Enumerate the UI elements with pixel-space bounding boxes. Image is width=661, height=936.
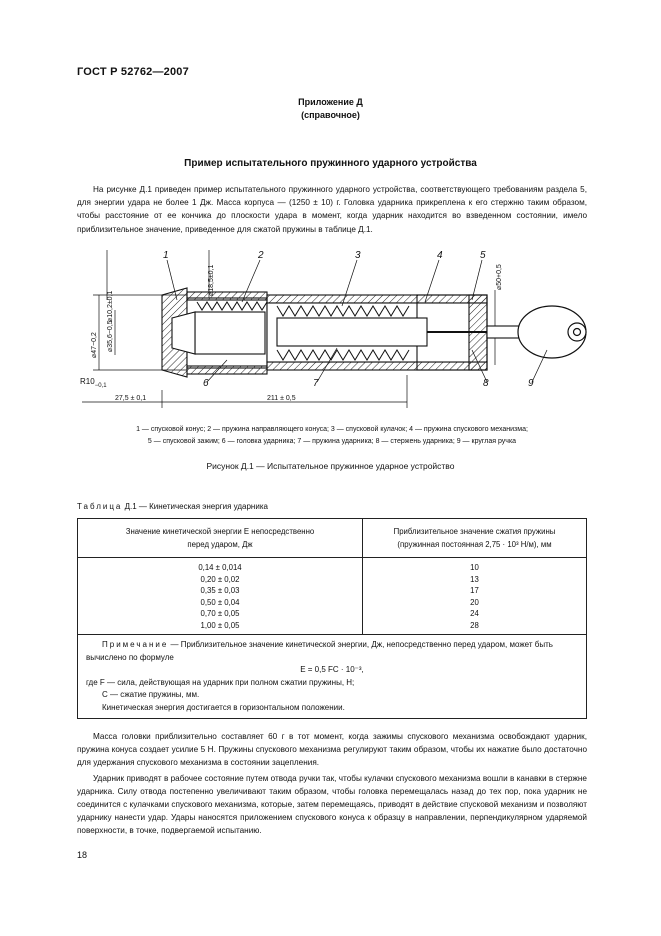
energy-value: 0,14 ± 0,014 bbox=[198, 563, 242, 572]
dim-radius-value: R10 bbox=[80, 377, 95, 386]
paragraph-operation: Ударник приводят в рабочее состояние путем отвода ручки так, чтобы кулачки спускового механизма вошли в канавки в стержне ударника. Силу отвода постепенно увеличивают таким образом, чтобы головка перемещалась назад до тех пор, пока ударник не соединится с кулачками спускового механизма, которые, затем перемещаясь, приводят в действие спусковой механизм и позволяют ударнику нанести удар. Удары наносятся приложением спускового конуса к образцу в направлении, перпендикулярном ударяемой поверхности, в точке, подвергаемой испытанию. bbox=[77, 773, 587, 836]
paragraph-head-mass: Масса головки приблизительно составляет 60 г в тот момент, когда зажимы спускового механизма освобождают ударник, пружина конуса создает усилие 5 Н. Пружины спускового механизма регулируют таким образом, чтобы их нажатие было достаточно для удержания спускового механизма в состоянии зацепления. bbox=[77, 732, 587, 768]
compression-value: 24 bbox=[470, 609, 479, 618]
table-caption-label: Таблица bbox=[77, 502, 123, 511]
page-number: 18 bbox=[77, 850, 88, 860]
energy-value: 0,35 ± 0,03 bbox=[200, 586, 240, 595]
part-label-7: 7 bbox=[313, 378, 319, 389]
compression-value: 10 bbox=[470, 563, 479, 572]
legend-line-1: 1 — спусковой конус; 2 — пружина направляющего конуса; 3 — спусковой кулачок; 4 — пружина спускового механизма; bbox=[136, 426, 528, 433]
energy-value: 0,70 ± 0,05 bbox=[200, 609, 240, 618]
dim-inner-diameter: ⌀35,6−0,5 bbox=[107, 320, 114, 352]
part-label-2: 2 bbox=[258, 250, 264, 261]
part-label-6: 6 bbox=[203, 378, 209, 389]
part-label-9: 9 bbox=[528, 378, 534, 389]
table-header-row bbox=[78, 519, 587, 558]
dim-radius bbox=[80, 377, 107, 389]
horizontal-position-note: Кинетическая энергия достигается в горизонтальном положении. bbox=[102, 702, 345, 712]
table-note-row bbox=[78, 635, 587, 719]
table-data-row bbox=[78, 558, 587, 635]
note-label: Примечание bbox=[102, 640, 169, 649]
impact-device-drawing bbox=[77, 240, 597, 420]
formula-where-c: C — сжатие пружины, мм. bbox=[102, 690, 200, 699]
col-header-energy bbox=[78, 519, 363, 558]
appendix-heading bbox=[0, 96, 661, 122]
part-label-4: 4 bbox=[437, 250, 443, 261]
dim-outer-diameter: ⌀47−0,2 bbox=[91, 332, 98, 358]
dim-radius-tol: −0,1 bbox=[94, 383, 107, 389]
dim-body-length: 211 ± 0,5 bbox=[267, 395, 296, 402]
appendix-title: Приложение Д bbox=[298, 97, 363, 107]
intro-paragraph bbox=[77, 183, 587, 236]
energy-value: 1,00 ± 0,05 bbox=[200, 620, 240, 630]
appendix-type: (справочное) bbox=[301, 110, 360, 120]
intro-text: На рисунке Д.1 приведен пример испытательного пружинного ударного устройства, соответствующего требованиям раздела 5, для энергии удара не более 1 Дж. Масса корпуса — (1250 ± 10) г. Головка ударника прикреплена к его стержню таким образом, чтобы расстояние от ее кончика до плоскости удара в момент, когда ударник находится во взведенном состоянии, имело приблизительное значение, приведенное для сжатой пружины в таблице Д.1. bbox=[77, 185, 587, 234]
device-body bbox=[162, 288, 519, 377]
document-code: ГОСТ Р 52762—2007 bbox=[77, 66, 189, 78]
dim-cone-tip-diameter: ⌀10,2±0,1 bbox=[107, 290, 114, 322]
part-label-3: 3 bbox=[355, 250, 361, 261]
dim-cone-length: 27,5 ± 0,1 bbox=[115, 395, 147, 402]
note-text: — Приблизительное значение кинетической энергии, Дж, непосредственно перед ударом, может быть вычислено по формуле bbox=[86, 640, 553, 662]
energy-formula: E = 0,5 FC · 10⁻³, bbox=[300, 665, 364, 674]
energy-values-cell bbox=[78, 558, 363, 635]
part-label-8: 8 bbox=[483, 378, 489, 389]
dim-head-diameter: ⌀18,5±0,1 bbox=[208, 264, 215, 296]
figure-caption: Рисунок Д.1 — Испытательное пружинное ударное устройство bbox=[206, 461, 455, 471]
note-paragraph bbox=[86, 639, 578, 664]
compression-value: 13 bbox=[470, 574, 479, 584]
legend-line-2: 5 — спусковой зажим; 6 — головка ударника; 7 — пружина ударника; 8 — стержень ударника; 9 — круглая ручка bbox=[147, 438, 517, 445]
energy-value: 0,50 ± 0,04 bbox=[200, 597, 240, 607]
compression-values-cell bbox=[363, 558, 587, 635]
compression-value: 28 bbox=[470, 620, 479, 630]
section-title: Пример испытательного пружинного ударного устройства bbox=[184, 158, 477, 169]
col-header-compression-line1: Приблизительное значение сжатия пружины bbox=[393, 527, 556, 536]
figure-legend bbox=[77, 424, 587, 448]
col-header-compression-line2: (пружинная постоянная 2,75 · 10³ Н/м), мм bbox=[397, 540, 552, 549]
body-text bbox=[77, 730, 587, 838]
kinetic-energy-table bbox=[77, 518, 587, 719]
table-caption-text: Д.1 — Кинетическая энергия ударника bbox=[122, 502, 268, 511]
table-note bbox=[78, 635, 587, 719]
part-label-5: 5 bbox=[480, 250, 486, 261]
compression-value: 20 bbox=[470, 597, 479, 607]
energy-value: 0,20 ± 0,02 bbox=[200, 574, 240, 584]
col-header-energy-line1: Значение кинетической энергии Е непосредственно bbox=[125, 527, 315, 536]
col-header-compression bbox=[363, 519, 587, 558]
part-label-1: 1 bbox=[163, 250, 169, 261]
formula-where-f: где F — сила, действующая на ударник при полном сжатии пружины, Н; bbox=[86, 677, 355, 687]
round-handle bbox=[518, 306, 586, 358]
col-header-energy-line2: перед ударом, Дж bbox=[187, 540, 253, 549]
table-caption bbox=[77, 502, 268, 511]
compression-value: 17 bbox=[470, 586, 479, 595]
dim-body-diameter: ⌀50+0,5 bbox=[496, 264, 503, 290]
